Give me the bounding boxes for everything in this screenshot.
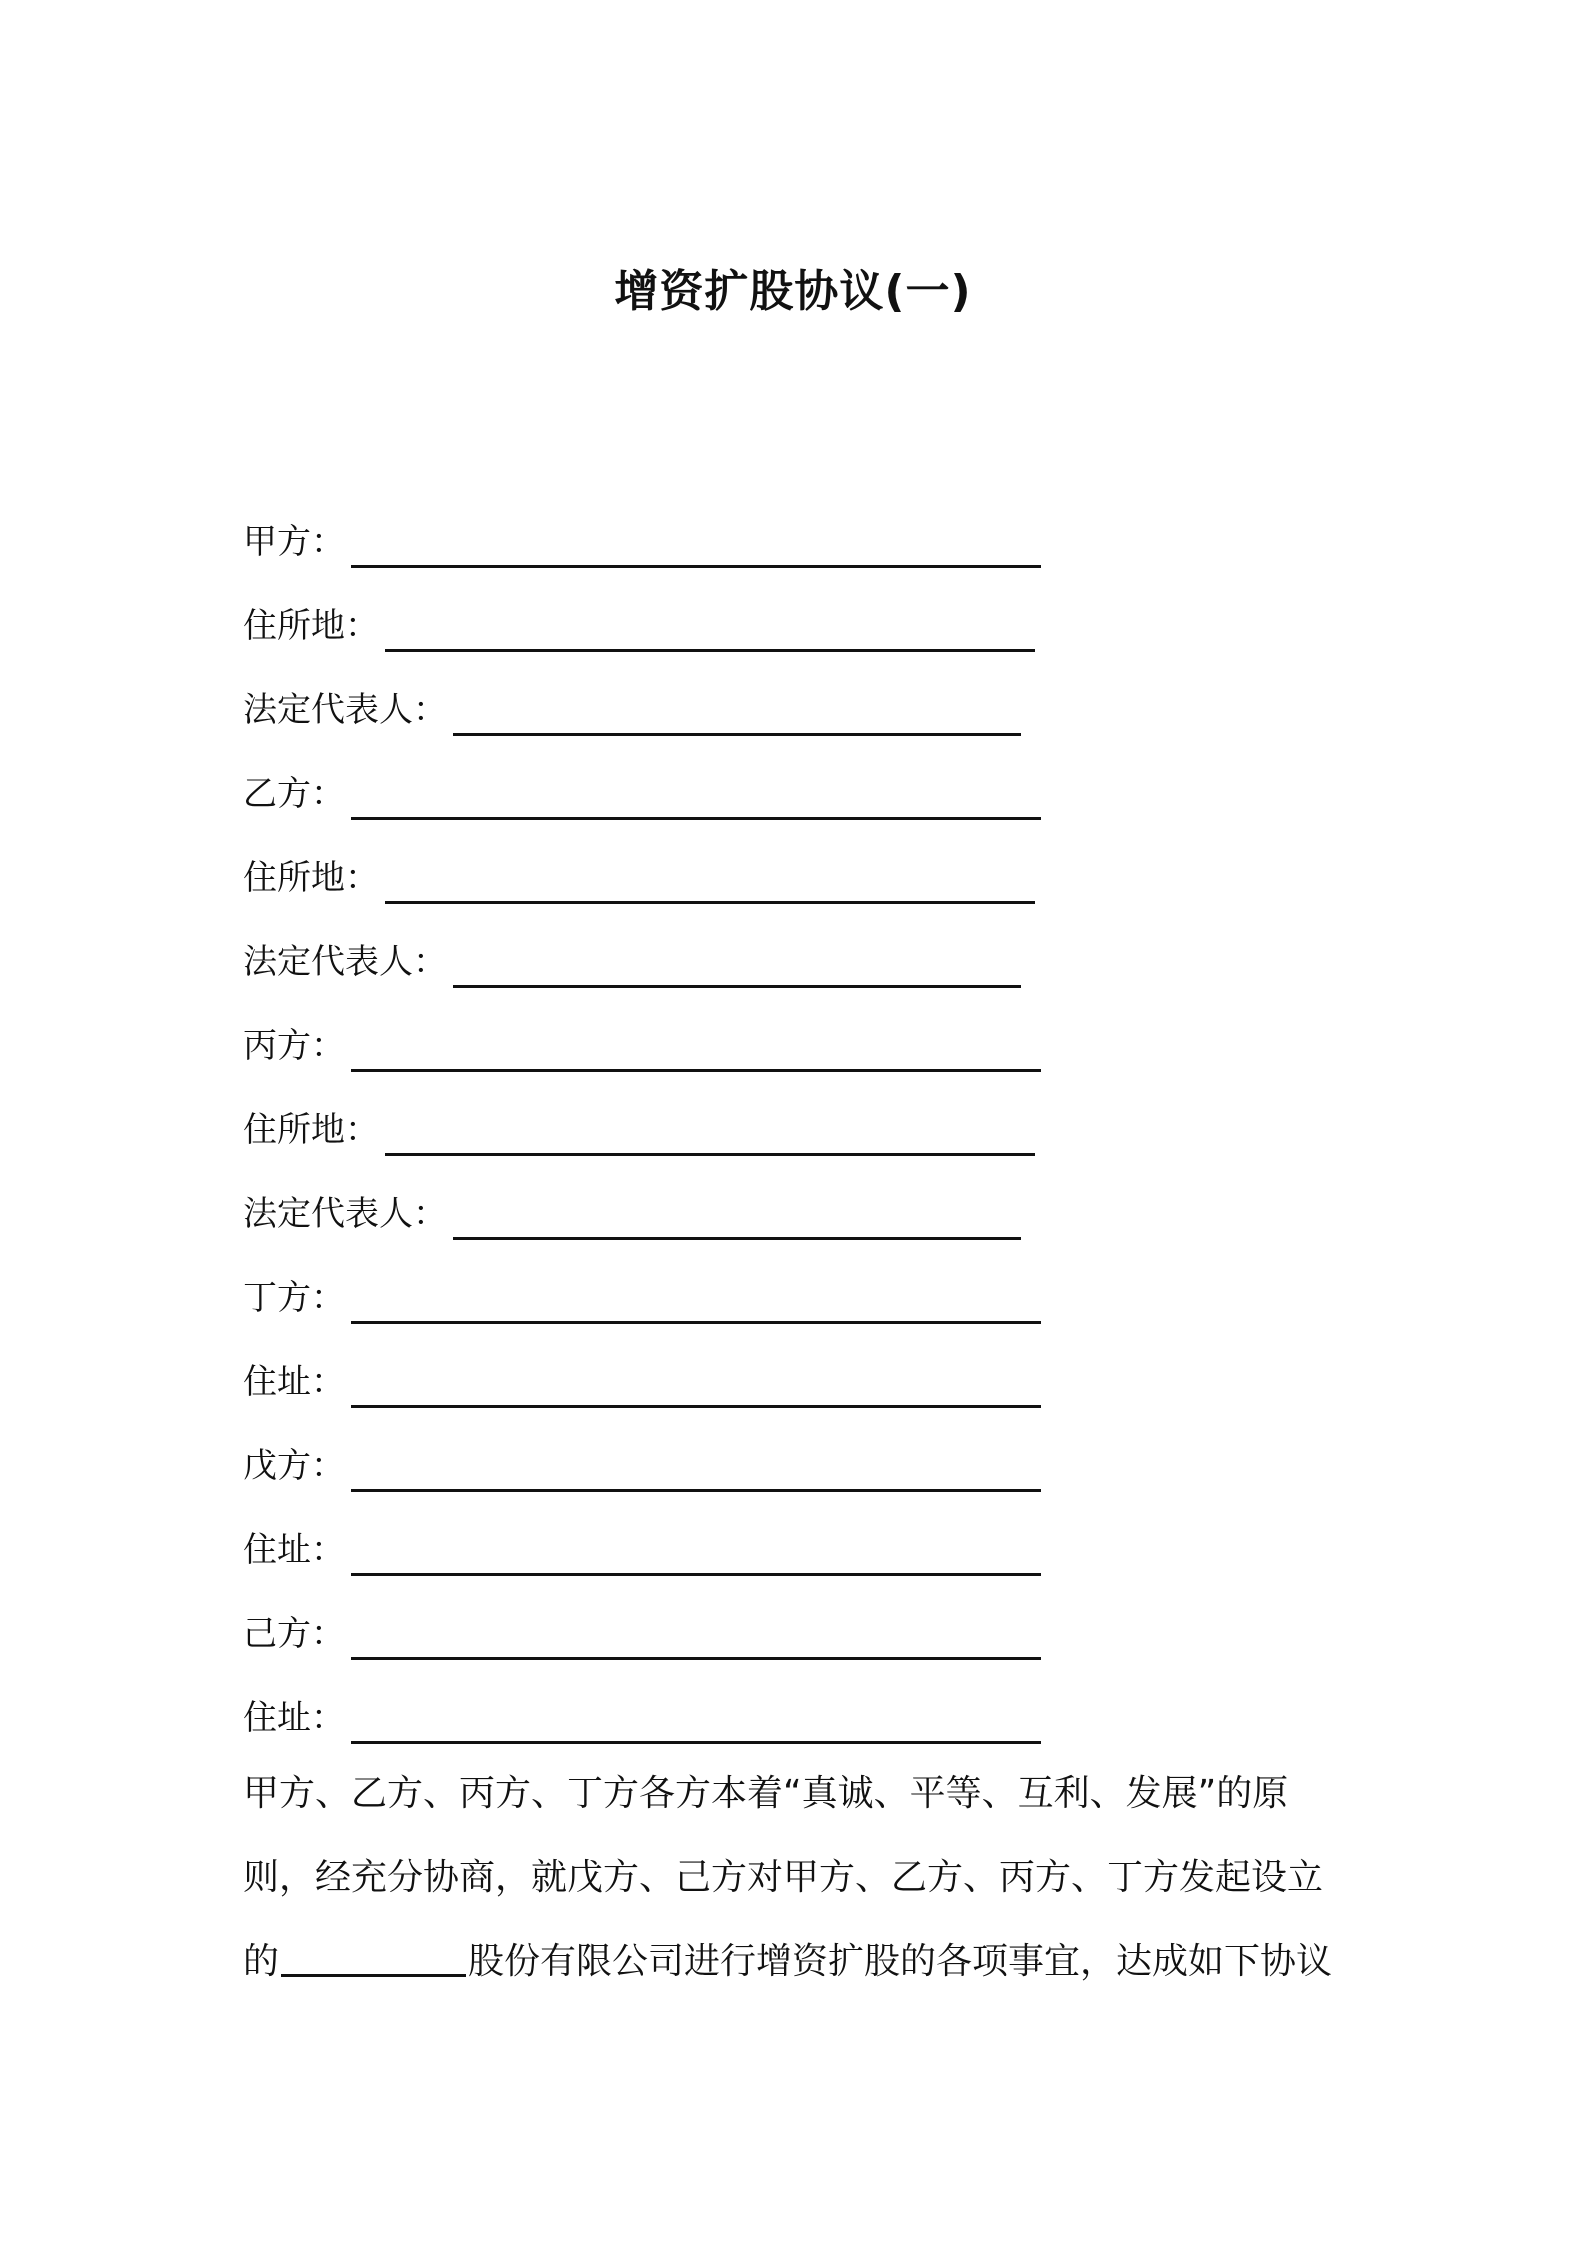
field-label: 住所地： xyxy=(243,858,379,898)
field-label: 丁方： xyxy=(243,1278,345,1318)
blank-line xyxy=(351,1365,1041,1408)
field-label: 己方： xyxy=(243,1614,345,1654)
blank-line xyxy=(453,945,1021,988)
paragraph-line: 则，经充分协商，就戊方、己方对甲方、乙方、丙方、丁方发起设立 xyxy=(243,1857,1324,1898)
field-party-a xyxy=(243,500,1143,584)
field-party-b-address xyxy=(243,836,1143,920)
blank-line xyxy=(351,777,1041,820)
field-label: 丙方： xyxy=(243,1026,345,1066)
field-party-c-address xyxy=(243,1088,1143,1172)
blank-line xyxy=(351,1449,1041,1492)
field-party-a-representative xyxy=(243,668,1143,752)
field-party-e-address xyxy=(243,1508,1143,1592)
field-party-c-representative xyxy=(243,1172,1143,1256)
blank-line xyxy=(385,1113,1035,1156)
blank-line xyxy=(385,609,1035,652)
paragraph-text: 的 xyxy=(243,1941,280,1982)
field-label: 法定代表人： xyxy=(243,1194,447,1234)
field-party-d-address xyxy=(243,1340,1143,1424)
blank-line xyxy=(351,1701,1041,1744)
field-label: 住址： xyxy=(243,1530,345,1570)
field-label: 住址： xyxy=(243,1698,345,1738)
blank-line xyxy=(351,525,1041,568)
blank-line xyxy=(351,1029,1041,1072)
field-label: 住所地： xyxy=(243,1110,379,1150)
blank-line xyxy=(351,1281,1041,1324)
field-label: 乙方： xyxy=(243,774,345,814)
field-party-f-address xyxy=(243,1676,1143,1760)
paragraph-line xyxy=(243,1920,1353,2004)
field-label: 法定代表人： xyxy=(243,942,447,982)
field-party-f xyxy=(243,1592,1143,1676)
blank-line xyxy=(453,693,1021,736)
document-title: 增资扩股协议(一) xyxy=(614,266,972,317)
field-label: 住址： xyxy=(243,1362,345,1402)
intro-paragraph xyxy=(243,1752,1353,2004)
field-party-c xyxy=(243,1004,1143,1088)
field-party-b-representative xyxy=(243,920,1143,1004)
blank-line xyxy=(351,1533,1041,1576)
field-party-e xyxy=(243,1424,1143,1508)
field-party-b xyxy=(243,752,1143,836)
field-label: 戊方： xyxy=(243,1446,345,1486)
field-label: 住所地： xyxy=(243,606,379,646)
field-party-d xyxy=(243,1256,1143,1340)
field-label: 法定代表人： xyxy=(243,690,447,730)
field-label: 甲方： xyxy=(243,522,345,562)
blank-line xyxy=(453,1197,1021,1240)
paragraph-line: 甲方、乙方、丙方、丁方各方本着“真诚、平等、互利、发展”的原 xyxy=(243,1773,1289,1814)
field-party-a-address xyxy=(243,584,1143,668)
blank-line xyxy=(385,861,1035,904)
company-name-blank xyxy=(281,1934,466,1977)
blank-line xyxy=(351,1617,1041,1660)
party-info-fields xyxy=(243,500,1143,1760)
paragraph-text: 股份有限公司进行增资扩股的各项事宜，达成如下协议 xyxy=(468,1941,1333,1982)
